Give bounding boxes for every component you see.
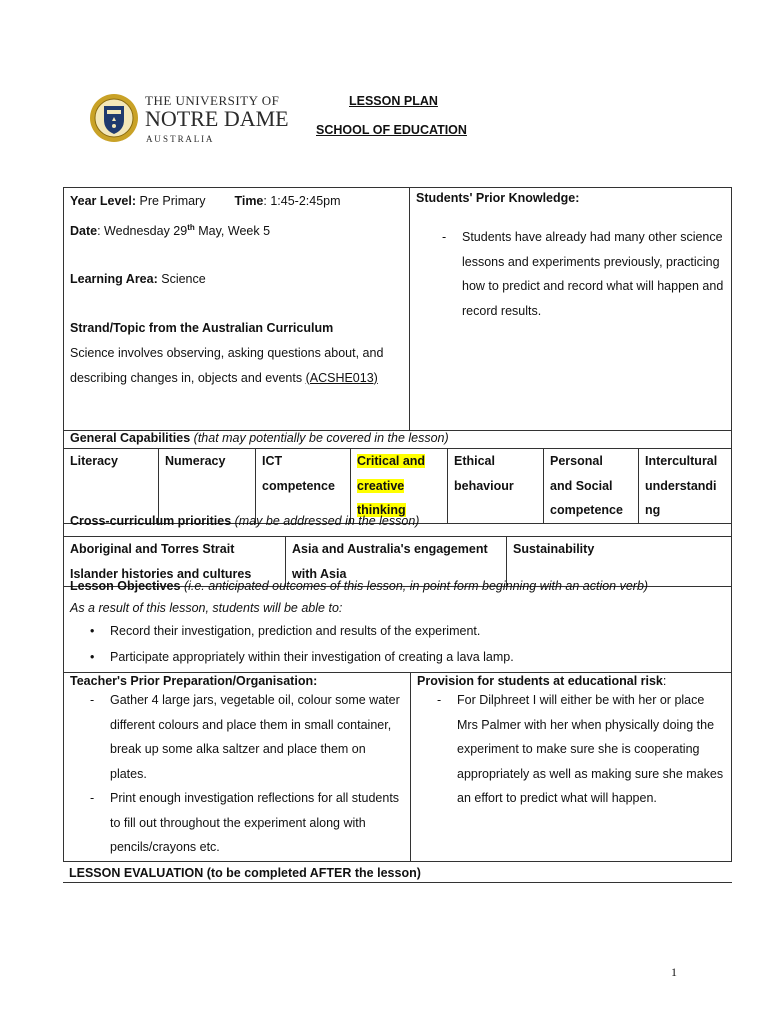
time-label: Time bbox=[234, 194, 264, 208]
objectives-note: (i.e. anticipated outcomes of this lesson, in point form beginning with an action verb) bbox=[180, 579, 649, 593]
evaluation-divider bbox=[63, 882, 732, 883]
date-label: Date bbox=[70, 224, 98, 239]
priorities-header bbox=[63, 512, 732, 536]
details-table bbox=[63, 187, 732, 431]
prior-knowledge-list bbox=[416, 225, 725, 323]
priorities-label: Cross-curriculum priorities bbox=[70, 514, 232, 528]
capability-literacy: Literacy bbox=[64, 449, 159, 524]
objectives-intro: As a result of this lesson, students will be able to: bbox=[70, 601, 343, 615]
intercultural-line-3: ng bbox=[645, 503, 661, 517]
critical-line-1: Critical and bbox=[357, 454, 426, 468]
evaluation-label: LESSON EVALUATION (to be completed AFTER the lesson) bbox=[69, 866, 421, 880]
list-item: - Gather 4 large jars, vegetable oil, colour some water different colours and place them in small container, break up some alka saltzer and place them on plates. bbox=[64, 688, 404, 786]
capability-ict-text: ICT competence bbox=[262, 454, 335, 493]
time-value: : 1:45-2:45pm bbox=[263, 194, 341, 208]
page-number: 1 bbox=[671, 965, 677, 979]
year-level-label: Year Level: bbox=[70, 194, 137, 208]
priority-aboriginal: Aboriginal and Torres Strait Islander histories and cultures bbox=[64, 537, 286, 587]
objectives-section bbox=[63, 577, 732, 672]
critical-line-3: thinking bbox=[357, 503, 406, 517]
preparation-label: Teacher's Prior Preparation/Organisation: bbox=[70, 674, 318, 688]
strand-label: Strand/Topic from the Australian Curriculum bbox=[70, 321, 334, 335]
risk-label: Provision for students at educational risk bbox=[417, 674, 663, 688]
risk-list bbox=[411, 688, 725, 811]
capability-numeracy: Numeracy bbox=[159, 449, 256, 524]
list-item: - Print enough investigation reflections for all students to fill out throughout the experiment along with pencils/crayons etc. bbox=[64, 786, 404, 860]
list-item: - For Dilphreet I will either be with her or place Mrs Palmer with her when physically doing the experiment to make sure she is cooperating appropriately as well as making sure she makes an effort to predict what will happen. bbox=[411, 688, 725, 811]
capabilities-header bbox=[63, 424, 732, 448]
logo-line-2: NOTRE DAME bbox=[145, 106, 289, 131]
learning-area-value: Science bbox=[157, 272, 206, 286]
priority-sustainability: Sustainability bbox=[507, 537, 732, 587]
prior-knowledge-cell bbox=[410, 188, 732, 431]
preparation-cell bbox=[64, 673, 411, 862]
lesson-details-cell bbox=[64, 188, 410, 431]
prior-knowledge-label: Students' Prior Knowledge: bbox=[416, 191, 580, 205]
page-title: LESSON PLAN bbox=[349, 94, 438, 108]
learning-area-label: Learning Area: bbox=[70, 272, 158, 286]
objectives-list bbox=[64, 618, 725, 670]
risk-cell bbox=[411, 673, 732, 862]
capabilities-note: (that may potentially be covered in the lesson) bbox=[190, 431, 449, 445]
crest-icon bbox=[90, 94, 138, 142]
preparation-table bbox=[63, 672, 732, 862]
capability-ethical-text: Ethical behaviour bbox=[454, 454, 514, 493]
logo-line-1: THE UNIVERSITY OF bbox=[145, 93, 280, 108]
list-item: - Students have already had many other science lessons and experiments previously, practicing how to predict and record what will happen and record results. bbox=[416, 225, 725, 323]
critical-line-2: creative bbox=[357, 478, 405, 493]
intercultural-line-1: Intercultural bbox=[645, 454, 718, 468]
intercultural-line-2: understandi bbox=[645, 478, 717, 493]
curriculum-code-link[interactable]: (ACSHE013) bbox=[305, 370, 378, 385]
page-subtitle: SCHOOL OF EDUCATION bbox=[316, 123, 467, 137]
strand-text: Science involves observing, asking questions about, and describing changes in, objects and events bbox=[70, 346, 384, 385]
capabilities-label: General Capabilities bbox=[70, 431, 191, 445]
date-suffix: th bbox=[187, 223, 195, 232]
logo-line-3: A U S T R A L I A bbox=[146, 134, 213, 144]
objectives-label: Lesson Objectives bbox=[70, 579, 181, 593]
list-item: • Record their investigation, prediction and results of the experiment. bbox=[64, 618, 725, 644]
date-week: May, Week 5 bbox=[194, 224, 271, 239]
list-item: • Participate appropriately within their investigation of creating a lava lamp. bbox=[64, 644, 725, 670]
priorities-note: (may be addressed in the lesson) bbox=[231, 514, 420, 528]
strand-text-block bbox=[70, 341, 392, 390]
priority-asia: Asia and Australia's engagement with Asia bbox=[286, 537, 507, 587]
capability-personal-text: Personal and Social competence bbox=[550, 454, 623, 517]
year-level-value: Pre Primary bbox=[136, 194, 206, 208]
date-value: : Wednesday 29 bbox=[97, 224, 188, 239]
risk-colon: : bbox=[662, 674, 667, 688]
university-logo bbox=[90, 90, 290, 146]
preparation-list bbox=[64, 688, 404, 860]
